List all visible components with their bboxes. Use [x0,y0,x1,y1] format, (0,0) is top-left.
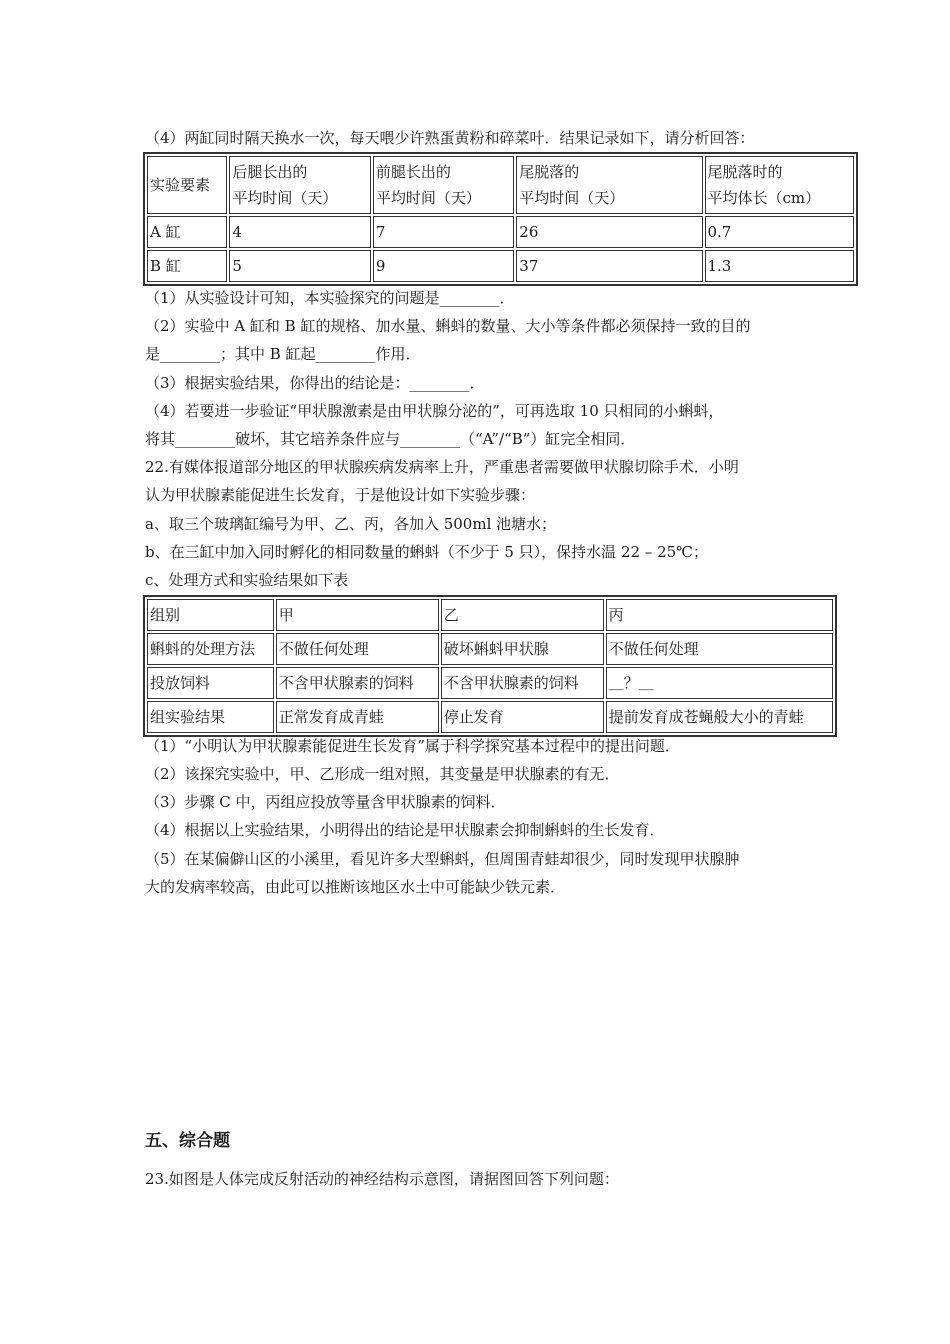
table1-cell: 5 [229,250,370,282]
table1-cell: A 缸 [147,216,227,248]
table2-cell: 蝌蚪的处理方法 [147,633,274,665]
q22-item-3: （3）步骤 C 中，丙组应投放等量含甲状腺素的饲料． [145,793,506,811]
table-row [147,667,833,699]
table1-header-cell: 后腿长出的 平均时间（天） [229,156,370,214]
table2-cell: 提前发育成苍蝇般大小的青蛙 [606,701,833,733]
q21-line-2: （2）实验中 A 缸和 B 缸的规格、加水量、蝌蚪的数量、大小等条件都必须保持一致的目的 [145,317,751,335]
table1-cell: B 缸 [147,250,227,282]
q22-line-2: 认为甲状腺素能促进生长发育，于是他设计如下实验步骤： [145,486,536,504]
table-row [147,701,833,733]
q22-item-4: （4）根据以上实验结果，小明得出的结论是甲状腺素会抑制蝌蚪的生长发育． [145,821,665,839]
table-row [147,250,854,282]
table2-cell: 不含甲状腺素的饲料 [441,667,604,699]
table-row [147,633,833,665]
table2-cell: 丙 [606,599,833,631]
results-table [143,152,858,286]
table1-cell: 26 [516,216,702,248]
table1-cell: 9 [373,250,514,282]
table2-cell: 停止发育 [441,701,604,733]
table2-cell: 投放饲料 [147,667,274,699]
table1-cell: 4 [229,216,370,248]
q21-line-3: 是________；其中 B 缸起________作用． [145,345,421,363]
table2-cell: ＿？＿ [606,667,833,699]
table2-cell: 组别 [147,599,274,631]
q22-item-6: 大的发病率较高，由此可以推断该地区水土中可能缺少铁元素． [145,878,566,896]
q22-line-5: c、处理方式和实验结果如下表 [145,571,349,589]
q22-item-1: （1）“小明认为甲状腺素能促进生长发育”属于科学探究基本过程中的提出问题． [145,737,680,755]
q22-line-3: a、取三个玻璃缸编号为甲、乙、丙，各加入 500ml 池塘水； [145,515,557,533]
table2-cell: 甲 [276,599,439,631]
table1-header-cell: 前腿长出的 平均时间（天） [373,156,514,214]
table1-header-cell: 尾脱落时的 平均体长（cm） [705,156,855,214]
q22-item-2: （2）该探究实验中，甲、乙形成一组对照，其变量是甲状腺素的有无． [145,765,620,783]
q22-item-5: （5）在某偏僻山区的小溪里，看见许多大型蝌蚪，但周围青蛙却很少，同时发现甲状腺肿 [145,850,740,868]
table2-cell: 不做任何处理 [606,633,833,665]
intro-line: （4）两缸同时隔天换水一次，每天喂少许熟蛋黄粉和碎菜叶．结果记录如下，请分析回答： [145,129,755,147]
table2-cell: 不含甲状腺素的饲料 [276,667,439,699]
table1-cell: 37 [516,250,702,282]
q22-line-1: 22.有媒体报道部分地区的甲状腺疾病发病率上升，严重患者需要做甲状腺切除手术．小明 [145,458,739,476]
q21-line-4: （3）根据实验结果，你得出的结论是：________． [145,374,485,392]
table-row [147,599,833,631]
table2-cell: 破坏蝌蚪甲状腺 [441,633,604,665]
q22-line-4: b、在三缸中加入同时孵化的相同数量的蝌蚪（不少于 5 只），保持水温 22 – 25℃； [145,543,708,561]
q23-line: 23.如图是人体完成反射活动的神经结构示意图，请据图回答下列问题： [145,1170,619,1188]
treatment-table [143,595,837,737]
table1-cell: 1.3 [705,250,855,282]
table2-cell: 组实验结果 [147,701,274,733]
table2-cell: 不做任何处理 [276,633,439,665]
q21-line-1: （1）从实验设计可知，本实验探究的问题是________． [145,289,515,307]
table2-cell: 正常发育成青蛙 [276,701,439,733]
q21-line-5: （4）若要进一步验证“甲状腺激素是由甲状腺分泌的”，可再选取 10 只相同的小蝌蚪， [145,402,724,420]
table1-cell: 7 [373,216,514,248]
table2-cell: 乙 [441,599,604,631]
table-row [147,216,854,248]
q21-line-6: 将其________破坏，其它培养条件应与________（“A”/“B”）缸完全相同． [145,430,636,448]
table1-header-cell: 实验要素 [147,156,227,214]
table1-header-cell: 尾脱落的 平均时间（天） [516,156,702,214]
table1-cell: 0.7 [705,216,855,248]
section-title: 五、综合题 [145,1131,230,1151]
